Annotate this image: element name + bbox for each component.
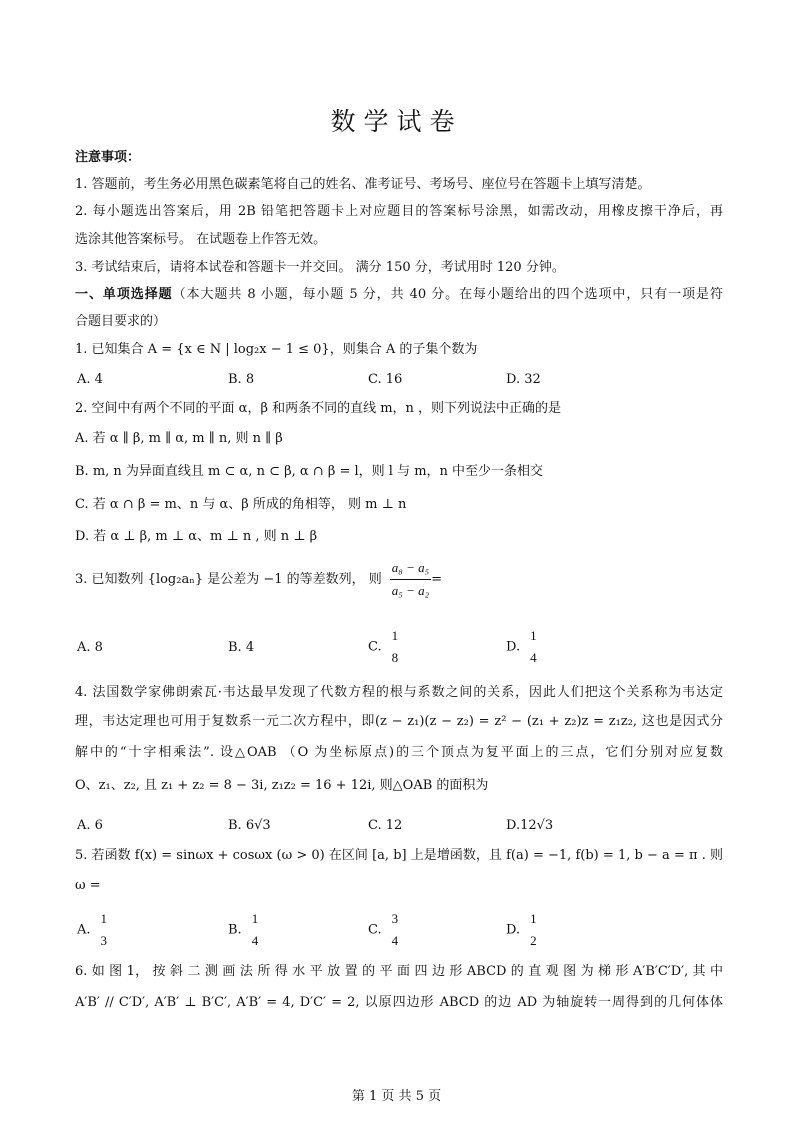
q4-option-a: A. 6 — [77, 818, 103, 833]
q5-option-c — [368, 908, 400, 953]
q5-option-c-label: C. — [368, 922, 382, 938]
q3-option-d — [506, 625, 539, 670]
section-desc: （本大题共 8 小题，每小题 5 分，共 40 分。在每小题给出的四个选项中，只有一项是符 — [172, 287, 723, 302]
q5-option-d-label: D. — [506, 922, 521, 938]
q2-option-d: D. 若 α ⊥ β, m ⊥ α、m ⊥ n , 则 n ⊥ β — [75, 529, 318, 544]
q3-option-a: A. 8 — [77, 640, 103, 655]
q4-option-d: D.12√3 — [506, 818, 554, 833]
q3-denominator: a₅ − a₂ — [391, 583, 430, 598]
question-4-line-3: 解中的“十字相乘法”. 设△OAB （O 为坐标原点)的三个顶点为复平面上的三点，它们分别对应复数 — [75, 745, 723, 760]
question-1-stem: 1. 已知集合 A = {x ∈ N | log₂x − 1 ≤ 0}，则集合 A 的子集个数为 — [75, 342, 478, 357]
q5-option-b-fraction — [250, 908, 261, 952]
denominator: 8 — [391, 650, 399, 665]
notice-item-2-cont: 选涂其他答案标号。 在试题卷上作答无效。 — [75, 232, 327, 247]
denominator: 4 — [251, 933, 259, 948]
q3-numerator: a₈ − a₅ — [390, 557, 431, 580]
q4-option-b: B. 6√3 — [228, 818, 271, 833]
page-title: 数学试卷 — [330, 107, 463, 136]
q1-option-b: B. 8 — [228, 372, 255, 387]
numerator: 1 — [251, 911, 259, 926]
denominator: 4 — [391, 933, 399, 948]
question-2-stem: 2. 空间中有两个不同的平面 α，β 和两条不同的直线 m，n ，则下列说法中正确的是 — [75, 401, 562, 416]
question-5-line-2: ω = — [75, 878, 101, 893]
question-5-line-1: 5. 若函数 f(x) = sinωx + cosωx (ω > 0) 在区间 [a, b] 上是增函数，且 f(a) = −1, f(b) = 1, b − a = π . 则 — [75, 848, 723, 863]
q3-fraction — [390, 557, 431, 602]
numerator: 1 — [100, 911, 108, 926]
notice-heading: 注意事项： — [75, 150, 141, 165]
q3-option-c-fraction — [390, 625, 401, 669]
q5-option-c-fraction — [390, 908, 401, 952]
q1-option-c: C. 16 — [368, 372, 403, 387]
section-title: 一、单项选择题 — [75, 287, 173, 302]
q3-option-c-label: C. — [368, 639, 382, 655]
q4-option-c: C. 12 — [368, 818, 403, 833]
q1-option-a: A. 4 — [77, 372, 103, 387]
numerator: 1 — [530, 911, 537, 926]
q2-option-b: B. m, n 为异面直线且 m ⊂ α, n ⊂ β, α ∩ β = l，则 l 与 m，n 中至少一条相交 — [75, 464, 544, 479]
question-3-stem — [75, 557, 442, 602]
q3-option-b: B. 4 — [228, 640, 255, 655]
page-footer: 第 1 页 共 5 页 — [351, 1089, 442, 1104]
notice-item-1: 1. 答题前，考生务必用黑色碳素笔将自己的姓名、准考证号、考场号、座位号在答题卡上填写清楚。 — [75, 177, 651, 192]
question-6-line-2: A′B′ // C′D′, A′B′ ⊥ B′C′, A′B′ = 4, D′C′ = 2, 以原四边形 ABCD 的边 AD 为轴旋转一周得到的几何体体 — [75, 995, 723, 1010]
q5-option-a-fraction — [99, 908, 110, 952]
question-4-line-4: O、z₁、z₂, 且 z₁ + z₂ = 8 − 3i, z₁z₂ = 16 + 12i, 则△OAB 的面积为 — [75, 778, 489, 793]
q3-option-c — [368, 625, 400, 670]
q5-option-d-fraction — [528, 908, 539, 952]
section-desc-cont: 合题目要求的） — [75, 314, 167, 329]
question-4-line-1: 4. 法国数学家佛朗索瓦·韦达最早发现了代数方程的根与系数之间的关系，因此人们把这个关系称为韦达定 — [75, 685, 723, 700]
section-heading — [75, 286, 723, 304]
numerator: 3 — [391, 911, 399, 926]
q2-option-a: A. 若 α ∥ β, m ∥ α, m ∥ n, 则 n ∥ β — [75, 431, 283, 446]
denominator: 4 — [530, 650, 537, 665]
q5-option-b-label: B. — [228, 922, 242, 938]
q5-option-a-label: A. — [77, 922, 91, 938]
denominator: 2 — [530, 933, 537, 948]
denominator: 3 — [100, 933, 108, 948]
q3-option-d-fraction — [528, 625, 539, 669]
question-4-line-2: 理，韦达定理也可用于复数系一元二次方程中，即(z − z₁)(z − z₂) = z² − (z₁ + z₂)z = z₁z₂, 这也是因式分 — [75, 714, 723, 729]
q3-equals: = — [431, 572, 443, 587]
question-6-line-1: 6. 如 图 1， 按 斜 二 测 画 法 所 得 水 平 放 置 的 平 面 四 边 形 ABCD 的 直 观 图 为 梯 形 A′B′C′D′, 其 中 — [75, 964, 723, 979]
numerator: 1 — [530, 628, 537, 643]
q1-option-d: D. 32 — [506, 372, 541, 387]
q3-option-d-label: D. — [506, 639, 521, 655]
notice-item-2: 2. 每小题选出答案后，用 2B 铅笔把答题卡上对应题目的答案标号涂黑，如需改动，用橡皮擦干净后，再 — [75, 204, 723, 219]
q5-option-d — [506, 908, 539, 953]
q5-option-a — [77, 908, 109, 953]
q5-option-b — [228, 908, 260, 953]
numerator: 1 — [391, 628, 399, 643]
q3-text: 3. 已知数列 {log₂aₙ} 是公差为 −1 的等差数列， 则 — [75, 572, 382, 587]
notice-item-3: 3. 考试结束后，请将本试卷和答题卡一并交回。 满分 150 分，考试用时 120 分钟。 — [75, 260, 565, 275]
q2-option-c: C. 若 α ∩ β = m、n 与 α、β 所成的角相等， 则 m ⊥ n — [75, 497, 407, 512]
